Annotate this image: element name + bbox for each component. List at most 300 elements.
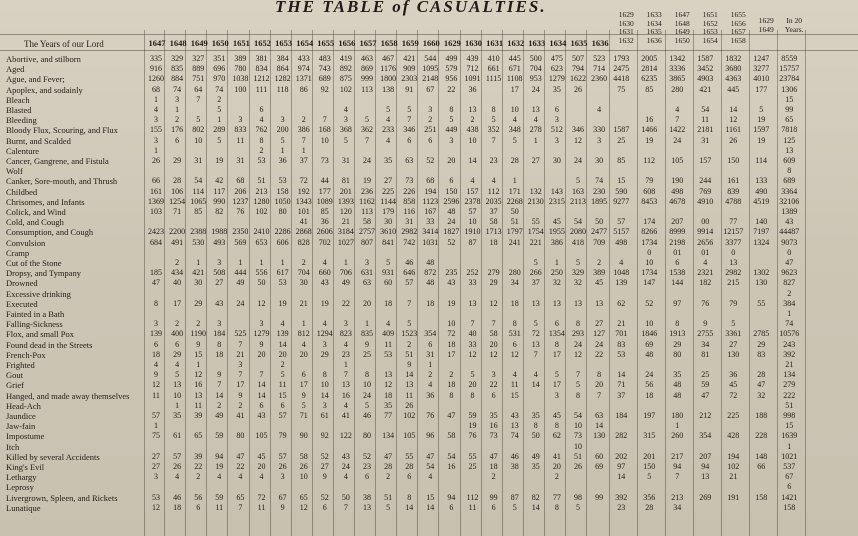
table-cell: 77 — [384, 411, 393, 420]
table-cell: 1622 — [570, 74, 586, 84]
table-cell: 2130 — [527, 196, 544, 206]
row-label: Fainted in a Bath — [6, 309, 65, 319]
table-cell: 222 — [783, 390, 796, 400]
table-cell: 742 — [403, 237, 416, 247]
table-cell: 77 — [729, 217, 738, 227]
table-cell: 2181 — [697, 125, 714, 135]
table-cell: 14 — [531, 502, 540, 512]
row-label: Frighted — [6, 360, 35, 370]
table-cell: 18 — [152, 349, 160, 359]
table-cell: 6 — [259, 400, 264, 410]
table-cell: 329 — [572, 268, 584, 278]
aggregate-year-header: 1652 — [702, 18, 718, 28]
table-cell: 2198 — [669, 237, 686, 247]
table-cell: 8 — [512, 319, 517, 329]
table-cell: 569 — [234, 237, 247, 247]
table-cell: 57 — [152, 411, 160, 420]
table-cell: 833 — [234, 125, 247, 135]
table-cell: 704 — [529, 64, 542, 74]
table-cell: 20 — [278, 349, 287, 359]
table-cell: 43 — [320, 278, 329, 288]
table-cell: 1910 — [464, 227, 481, 237]
aggregate-year-header: 1633 — [646, 10, 662, 19]
table-cell: 113 — [361, 84, 373, 94]
table-cell: 606 — [276, 237, 289, 247]
table-cell: 1115 — [485, 74, 502, 84]
table-cell: 2200 — [169, 227, 186, 237]
table-cell: 4 — [619, 258, 624, 267]
table-cell: 9 — [322, 472, 327, 482]
table-cell: 1324 — [753, 237, 770, 247]
table-cell: 19 — [645, 135, 654, 145]
table-cell: 22 — [236, 462, 245, 471]
table-cell: 23 — [341, 349, 350, 359]
table-cell: 184 — [615, 411, 628, 420]
table-cell: 1 — [787, 309, 792, 318]
table-cell: 909 — [403, 64, 416, 74]
row-label: King's Evil — [6, 462, 45, 472]
table-cell: 3377 — [725, 237, 742, 247]
table-cell: 44 — [320, 176, 329, 186]
table-cell: 13 — [341, 380, 350, 390]
table-cell: 2 — [301, 115, 306, 125]
table-cell: 65 — [194, 431, 203, 441]
table-cell: 52 — [426, 156, 435, 165]
table-cell: 8 — [470, 390, 475, 400]
table-cell: 5 — [386, 502, 391, 512]
table-cell: 400 — [171, 329, 184, 339]
table-cell: 14 — [405, 502, 414, 512]
table-cell: 7 — [491, 135, 496, 145]
table-cell: 9277 — [613, 196, 630, 206]
table-cell: 3184 — [337, 227, 354, 237]
table-cell: 29 — [757, 339, 766, 349]
table-cell: 18 — [447, 380, 456, 390]
row-label: Flox, and small Pox — [6, 329, 75, 340]
table-cell: 3 — [154, 472, 158, 482]
table-cell: 57 — [468, 207, 477, 216]
table-cell: 50 — [257, 278, 266, 288]
table-cell: 20 — [257, 349, 266, 359]
table-cell: 63 — [363, 278, 371, 288]
table-cell: 46 — [405, 258, 414, 267]
table-cell: 13 — [785, 145, 794, 155]
table-cell: 37 — [531, 278, 540, 288]
table-cell: 17 — [447, 349, 456, 359]
table-cell: 24 — [363, 390, 371, 400]
table-cell: 2757 — [359, 227, 375, 237]
table-cell: 327 — [192, 54, 205, 63]
table-cell: 507 — [572, 54, 584, 63]
table-cell: 19 — [320, 298, 329, 308]
table-cell: 463 — [361, 54, 373, 63]
table-cell: 1421 — [781, 492, 798, 502]
table-cell: 7 — [196, 94, 201, 104]
table-cell: 4 — [154, 360, 158, 369]
table-cell: 98 — [574, 492, 582, 502]
table-cell: 150 — [727, 156, 740, 165]
table-cell: 185 — [150, 268, 162, 278]
table-cell: 421 — [192, 268, 205, 278]
table-cell: 206 — [234, 186, 247, 196]
aggregate-year-header: 1629 — [618, 10, 634, 19]
table-cell: 235 — [445, 268, 458, 278]
aggregate-year-header: 1634 — [646, 18, 662, 28]
table-cell: 445 — [508, 54, 521, 63]
table-cell: 76 — [426, 411, 435, 420]
table-cell: 163 — [572, 186, 584, 196]
table-cell: 335 — [150, 54, 162, 63]
table-cell: 80 — [278, 207, 287, 216]
table-cell: 54 — [426, 462, 435, 471]
table-cell: 2 — [428, 370, 433, 380]
table-cell: 62 — [552, 431, 561, 441]
table-cell: 225 — [382, 186, 395, 196]
table-cell: 241 — [508, 237, 521, 247]
table-cell: 4 — [322, 258, 327, 267]
table-cell: 2303 — [401, 74, 418, 84]
table-cell: 12 — [194, 370, 203, 380]
table-cell: 9 — [365, 339, 369, 349]
table-cell: 52 — [645, 298, 654, 308]
table-cell: 608 — [643, 186, 656, 196]
table-cell: 76 — [236, 207, 245, 216]
table-cell: 8 — [154, 298, 158, 308]
table-cell: 1 — [217, 115, 222, 125]
table-cell: 36 — [278, 156, 287, 165]
table-cell: 12 — [152, 502, 160, 512]
table-cell: 54 — [447, 451, 456, 461]
table-cell: 81 — [341, 176, 350, 186]
table-cell: 35 — [384, 400, 393, 410]
table-cell: 13 — [363, 502, 371, 512]
aggregate-year-header: 1629 — [758, 16, 774, 25]
table-cell: 161 — [150, 186, 162, 196]
table-cell: 176 — [171, 125, 184, 135]
table-cell: 161 — [727, 176, 740, 186]
table-cell: 47 — [447, 411, 456, 420]
table-cell: 7 — [301, 135, 306, 145]
table-cell: 27 — [152, 451, 160, 461]
table-cell: 3 — [217, 319, 222, 329]
table-cell: 51 — [257, 176, 266, 186]
row-label: Drowned — [6, 278, 38, 289]
table-cell: 1294 — [316, 329, 333, 339]
table-cell: 1538 — [669, 268, 686, 278]
table-cell: 2 — [491, 472, 496, 482]
table-cell: 1 — [343, 360, 348, 369]
table-cell: 1108 — [506, 74, 523, 84]
table-cell: 3 — [238, 360, 243, 369]
table-cell: 50 — [510, 207, 519, 216]
table-cell: 62 — [617, 298, 626, 308]
table-cell: 1466 — [641, 125, 658, 135]
table-cell: 32 — [552, 278, 561, 288]
table-cell: 590 — [615, 186, 628, 196]
table-cell: 5 — [386, 258, 391, 267]
table-cell: 875 — [339, 74, 352, 84]
table-cell: 30 — [194, 278, 203, 288]
table-cell: 201 — [643, 451, 656, 461]
table-cell: 102 — [339, 84, 352, 94]
table-cell: 1 — [154, 145, 158, 155]
table-cell: 9 — [301, 390, 306, 400]
table-cell: 200 — [276, 125, 289, 135]
table-cell: 72 — [257, 492, 266, 502]
table-cell: 4 — [386, 319, 391, 329]
row-label: Hanged, and made away themselves — [6, 390, 130, 401]
table-cell: 280 — [671, 84, 684, 94]
table-cell: 631 — [361, 268, 373, 278]
table-cell: 44487 — [779, 227, 800, 237]
table-cell: 143 — [550, 186, 563, 196]
table-cell: 1038 — [232, 74, 249, 84]
table-cell: 14 — [426, 502, 435, 512]
table-cell: 438 — [466, 125, 479, 135]
table-cell: 24 — [363, 156, 371, 165]
table-cell: 21 — [785, 360, 794, 369]
year-header: 1659 — [401, 38, 419, 48]
table-cell: 134 — [382, 431, 395, 441]
table-cell: 233 — [382, 125, 395, 135]
table-cell: 7 — [238, 370, 243, 380]
row-label: Impostume — [6, 431, 45, 442]
table-cell: 4 — [512, 370, 517, 380]
table-cell: 74 — [595, 176, 604, 186]
row-label: Head-Ach — [6, 400, 41, 411]
row-label: Bloody Flux, Scouring, and Flux — [6, 125, 118, 136]
table-cell: 5 — [731, 319, 736, 329]
table-cell: 4 — [343, 339, 348, 349]
table-cell: 139 — [276, 329, 289, 339]
table-cell: 2113 — [570, 196, 586, 206]
table-cell: 35 — [489, 411, 498, 420]
table-cell: 13 — [552, 298, 561, 308]
row-label: Cold, and Cough — [6, 217, 64, 228]
table-cell: 743 — [318, 64, 331, 74]
table-cell: 260 — [671, 431, 684, 441]
table-cell: 6 — [449, 502, 454, 512]
table-cell: 0 — [731, 247, 736, 257]
table-cell: 26 — [152, 156, 160, 165]
row-label: Livergrown, Spleen, and Rickets — [6, 492, 118, 503]
table-cell: 493 — [213, 237, 226, 247]
table-cell: 13 — [701, 472, 710, 482]
table-cell: 3452 — [697, 64, 714, 74]
table-cell: 1 — [787, 441, 792, 451]
table-cell: 812 — [297, 329, 310, 339]
table-cell: 24 — [447, 217, 456, 227]
table-cell: 58 — [447, 431, 456, 441]
table-cell: 490 — [755, 186, 768, 196]
table-cell: 1713 — [485, 227, 502, 237]
table-cell: 445 — [727, 84, 740, 94]
table-cell: 43 — [257, 411, 266, 420]
table-cell: 38 — [510, 462, 519, 471]
table-cell: 834 — [255, 64, 268, 74]
table-cell: 28 — [757, 370, 766, 380]
table-cell: 26 — [278, 462, 287, 471]
table-cell: 38 — [363, 492, 371, 502]
year-header: 1629 — [443, 38, 461, 48]
table-cell: 3 — [491, 370, 496, 380]
table-cell: 41 — [299, 217, 308, 227]
table-cell: 48 — [426, 258, 435, 267]
table-cell: 92 — [320, 84, 329, 94]
table-cell: 140 — [755, 217, 768, 227]
table-cell: 3 — [343, 319, 348, 329]
table-cell: 4 — [386, 135, 391, 145]
table-cell: 25 — [617, 135, 626, 145]
table-cell: 177 — [755, 84, 768, 94]
table-cell: 1 — [154, 421, 158, 431]
table-cell: 48 — [447, 207, 456, 216]
table-cell: 13 — [468, 105, 477, 114]
table-cell: 171 — [508, 186, 521, 196]
table-cell: 386 — [550, 237, 563, 247]
table-cell: 5 — [217, 105, 222, 114]
table-cell: 512 — [550, 125, 563, 135]
table-cell: 67 — [426, 84, 435, 94]
table-cell: 71 — [299, 411, 308, 420]
table-cell: 76 — [468, 431, 477, 441]
table-cell: 9 — [259, 339, 264, 349]
table-cell: 5 — [280, 370, 285, 380]
table-cell: 42 — [215, 176, 224, 186]
table-cell: 661 — [487, 64, 500, 74]
table-cell: 712 — [466, 64, 479, 74]
table-cell: 544 — [424, 54, 437, 63]
table-cell: 22 — [341, 298, 350, 308]
table-cell: 54 — [574, 217, 582, 227]
row-label: Gout — [6, 370, 23, 381]
table-cell: 11 — [405, 390, 414, 400]
row-label: Itch — [6, 441, 20, 452]
table-cell: 6 — [491, 502, 496, 512]
table-cell: 421 — [403, 54, 416, 63]
row-label: Jaundice — [6, 411, 36, 421]
table-cell: 10 — [574, 441, 582, 451]
table-cell: 2 — [301, 258, 306, 267]
table-cell: 82 — [215, 207, 224, 216]
table-cell: 94 — [673, 462, 682, 471]
table-cell: 2 — [554, 472, 559, 482]
table-cell: 1 — [301, 145, 306, 155]
table-cell: 65 — [236, 492, 245, 502]
table-cell: 769 — [699, 186, 712, 196]
table-cell: 190 — [671, 176, 684, 186]
table-cell: 835 — [361, 329, 373, 339]
table-cell: 228 — [755, 431, 768, 441]
table-cell: 27 — [729, 339, 738, 349]
table-cell: 13 — [595, 298, 604, 308]
year-header: 1652 — [254, 38, 271, 48]
table-cell: 11 — [278, 380, 287, 390]
aggregate-year-header: 1655 — [730, 10, 746, 19]
table-cell: 23 — [363, 462, 371, 471]
table-cell: 21 — [341, 217, 350, 227]
table-cell: 14 — [468, 156, 477, 165]
aggregate-year-header: 1654 — [702, 35, 718, 45]
table-cell: 53 — [278, 278, 287, 288]
year-header: 1648 — [169, 38, 187, 48]
table-cell: 6 — [280, 400, 285, 410]
table-cell: 18 — [173, 502, 182, 512]
table-cell: 168 — [318, 125, 331, 135]
table-cell: 2 — [196, 319, 201, 329]
table-cell: 180 — [671, 411, 684, 420]
table-cell: 57 — [617, 217, 626, 227]
table-cell: 8 — [365, 370, 369, 380]
row-label: Killed by several Accidents — [6, 451, 100, 462]
table-cell: 105 — [255, 431, 268, 441]
aggregate-year-header: 1653 — [702, 27, 718, 36]
table-cell: 421 — [699, 84, 712, 94]
table-cell: 28 — [405, 462, 414, 471]
table-cell: 9 — [238, 390, 243, 400]
table-cell: 13 — [574, 298, 582, 308]
table-cell: 8 — [491, 105, 496, 114]
table-cell: 57 — [405, 278, 414, 288]
table-cell: 329 — [171, 54, 184, 63]
table-cell: 8 — [554, 421, 559, 431]
table-cell: 8 — [554, 339, 559, 349]
table-cell: 116 — [403, 207, 416, 216]
table-cell: 27 — [215, 278, 224, 288]
table-cell: 5 — [386, 105, 391, 114]
table-cell: 194 — [727, 451, 740, 461]
table-cell: 122 — [339, 431, 352, 441]
aggregate-year-header: 1658 — [730, 35, 746, 45]
table-cell: 28 — [173, 176, 182, 186]
table-cell: 59 — [468, 411, 477, 420]
row-label: Grief — [6, 380, 24, 391]
table-cell: 139 — [150, 329, 162, 339]
table-cell: 1 — [196, 258, 201, 267]
table-cell: 53 — [257, 156, 266, 165]
table-cell: 1144 — [380, 196, 396, 206]
table-cell: 27 — [320, 462, 329, 471]
table-cell: 85 — [617, 156, 626, 165]
table-cell: 5 — [759, 105, 764, 114]
table-cell: 22 — [595, 349, 604, 359]
table-cell: 1050 — [274, 196, 291, 206]
table-cell: 3 — [154, 135, 158, 145]
table-cell: 10 — [320, 380, 329, 390]
table-cell: 202 — [615, 451, 628, 461]
table-cell: 346 — [403, 125, 416, 135]
table-cell: 7 — [343, 370, 348, 380]
table-cell: 114 — [755, 156, 768, 165]
table-cell: 12 — [489, 349, 498, 359]
table-cell: 14 — [405, 370, 414, 380]
table-cell: 12 — [574, 135, 582, 145]
table-cell: 58 — [489, 329, 498, 339]
table-cell: 3 — [554, 390, 559, 400]
table-cell: 12 — [489, 298, 498, 308]
year-header: 1650 — [211, 38, 229, 48]
table-cell: 5 — [470, 370, 475, 380]
table-cell: 6 — [428, 339, 433, 349]
table-cell: 45 — [552, 411, 561, 420]
table-cell: 4 — [175, 472, 180, 482]
table-cell: 2378 — [464, 196, 481, 206]
table-cell: 8 — [217, 339, 222, 349]
table-cell: 990 — [213, 196, 226, 206]
table-cell: 72 — [299, 176, 308, 186]
table-cell: 57 — [278, 411, 287, 420]
table-cell: 215 — [727, 278, 740, 288]
